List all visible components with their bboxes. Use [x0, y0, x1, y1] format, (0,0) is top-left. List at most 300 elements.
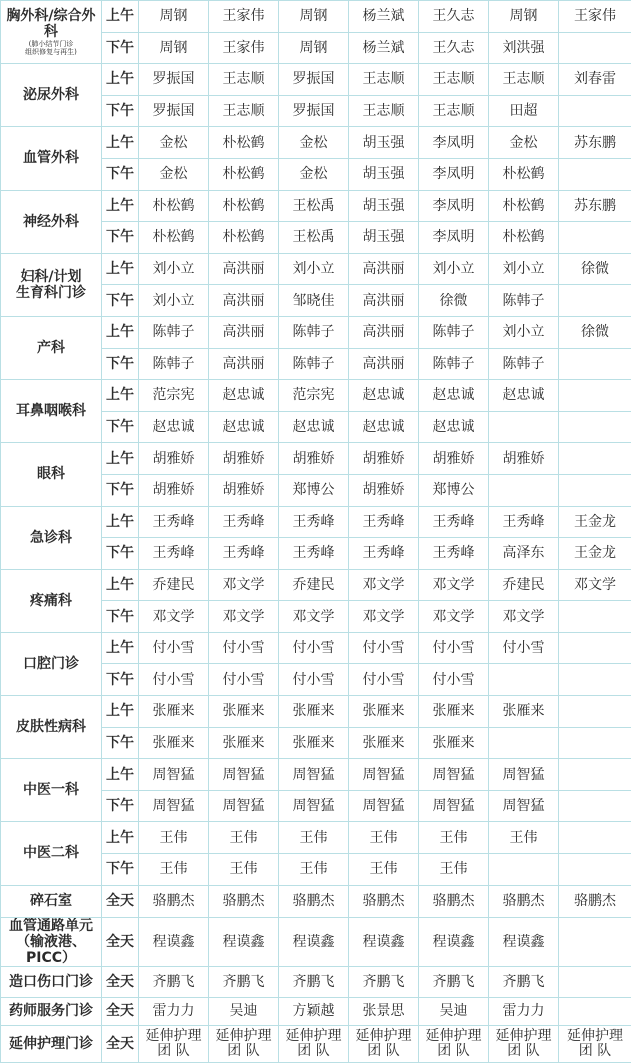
doctor-cell: [559, 443, 631, 475]
department-label: 胸外科/综合外科: [6, 8, 95, 40]
department-label: 皮肤性病科: [16, 719, 86, 735]
table-row: [1, 966, 631, 997]
doctor-cell: 付小雪: [419, 664, 489, 696]
doctor-cell: 吴迪: [419, 997, 489, 1025]
doctor-cell: [559, 632, 631, 664]
doctor-cell: 王家伟: [209, 1, 279, 33]
doctor-cell: 陈韩子: [419, 316, 489, 348]
table-row: [1, 696, 631, 728]
doctor-cell: 杨兰斌: [349, 1, 419, 33]
doctor-cell: 周智猛: [349, 790, 419, 822]
table-row: [1, 253, 631, 285]
table-row: [1, 885, 631, 917]
period-label: 上午: [102, 316, 139, 348]
department-label: 血管外科: [23, 150, 79, 166]
doctor-cell: [559, 966, 631, 997]
table-row: [1, 316, 631, 348]
doctor-cell: 刘春雷: [559, 64, 631, 96]
doctor-cell: 王志顺: [209, 95, 279, 127]
doctor-cell: 王秀峰: [349, 506, 419, 538]
doctor-cell: 朴松鹤: [209, 190, 279, 222]
doctor-cell: [489, 474, 559, 506]
department-name: [1, 506, 102, 569]
doctor-cell: 张雁来: [139, 696, 209, 728]
doctor-cell: 范宗宪: [279, 380, 349, 412]
doctor-cell: 田超: [489, 95, 559, 127]
doctor-cell: 王秀峰: [419, 538, 489, 570]
doctor-cell: 雷力力: [489, 997, 559, 1025]
period-label: 上午: [102, 632, 139, 664]
doctor-cell: 邓文学: [139, 601, 209, 633]
department-name: [1, 822, 102, 885]
department-name: [1, 632, 102, 695]
doctor-cell: 陈韩子: [489, 348, 559, 380]
doctor-cell: 朴松鹤: [209, 158, 279, 190]
doctor-cell: 骆鹏杰: [349, 885, 419, 917]
department-label: 产科: [37, 340, 65, 356]
doctor-cell: 延伸护理 团 队: [559, 1025, 631, 1062]
doctor-cell: 李凤明: [419, 127, 489, 159]
doctor-cell: 王金龙: [559, 538, 631, 570]
doctor-cell: 杨兰斌: [349, 32, 419, 64]
doctor-cell: 胡雅娇: [139, 443, 209, 475]
period-label: 全天: [102, 917, 139, 966]
period-label: 下午: [102, 474, 139, 506]
doctor-cell: 周钢: [279, 32, 349, 64]
department-name: [1, 380, 102, 443]
doctor-cell: 张雁来: [139, 727, 209, 759]
doctor-cell: 罗振国: [279, 95, 349, 127]
doctor-cell: 刘小立: [279, 253, 349, 285]
doctor-cell: 朴松鹤: [489, 190, 559, 222]
schedule-body: [1, 1, 631, 1063]
doctor-cell: 张景思: [349, 997, 419, 1025]
period-label: 上午: [102, 64, 139, 96]
department-label: 急诊科: [30, 530, 72, 546]
doctor-cell: 王秀峰: [139, 506, 209, 538]
doctor-cell: 邓文学: [209, 601, 279, 633]
doctor-cell: 张雁来: [209, 696, 279, 728]
doctor-cell: 赵忠诚: [349, 380, 419, 412]
table-row: [1, 997, 631, 1025]
doctor-cell: 齐鹏飞: [419, 966, 489, 997]
period-label: 上午: [102, 380, 139, 412]
doctor-cell: 王家伟: [559, 1, 631, 33]
doctor-cell: 程谟鑫: [419, 917, 489, 966]
doctor-cell: 张雁来: [279, 727, 349, 759]
doctor-cell: 高洪丽: [209, 253, 279, 285]
department-label: 口腔门诊: [23, 656, 79, 672]
period-label: 上午: [102, 1, 139, 33]
period-label: 下午: [102, 348, 139, 380]
doctor-cell: 李凤明: [419, 190, 489, 222]
doctor-cell: 陈韩子: [139, 316, 209, 348]
doctor-cell: 骆鹏杰: [559, 885, 631, 917]
doctor-cell: 王伟: [279, 822, 349, 854]
doctor-cell: [559, 474, 631, 506]
doctor-cell: 周智猛: [209, 759, 279, 791]
doctor-cell: 徐微: [559, 316, 631, 348]
doctor-cell: 胡雅娇: [279, 443, 349, 475]
department-label: 碎石室: [30, 893, 72, 909]
doctor-cell: 赵忠诚: [419, 380, 489, 412]
department-name: [1, 885, 102, 917]
doctor-cell: 邓文学: [209, 569, 279, 601]
doctor-cell: [489, 411, 559, 443]
doctor-cell: [559, 727, 631, 759]
doctor-cell: 付小雪: [419, 632, 489, 664]
doctor-cell: 胡雅娇: [419, 443, 489, 475]
doctor-cell: [559, 790, 631, 822]
period-label: 全天: [102, 1025, 139, 1062]
doctor-cell: [559, 348, 631, 380]
doctor-cell: 朴松鹤: [209, 127, 279, 159]
doctor-cell: 徐微: [559, 253, 631, 285]
doctor-cell: 乔建民: [489, 569, 559, 601]
doctor-cell: 苏东鹏: [559, 127, 631, 159]
doctor-cell: 赵忠诚: [209, 411, 279, 443]
doctor-cell: 金松: [139, 158, 209, 190]
doctor-cell: 骆鹏杰: [279, 885, 349, 917]
department-label: 延伸护理门诊: [9, 1036, 93, 1052]
department-label: 泌尿外科: [23, 87, 79, 103]
department-label: 眼科: [37, 466, 65, 482]
doctor-cell: 周智猛: [279, 790, 349, 822]
doctor-cell: 程谟鑫: [279, 917, 349, 966]
department-name: [1, 966, 102, 997]
period-label: 下午: [102, 727, 139, 759]
doctor-cell: 朴松鹤: [139, 190, 209, 222]
doctor-cell: 赵忠诚: [209, 380, 279, 412]
department-name: [1, 190, 102, 253]
doctor-cell: 王伟: [279, 854, 349, 886]
doctor-cell: 苏东鹏: [559, 190, 631, 222]
table-row: [1, 443, 631, 475]
doctor-cell: 王金龙: [559, 506, 631, 538]
doctor-cell: [559, 32, 631, 64]
doctor-cell: 齐鹏飞: [489, 966, 559, 997]
doctor-cell: 周智猛: [139, 759, 209, 791]
doctor-cell: 王伟: [139, 822, 209, 854]
department-label: 造口伤口门诊: [9, 974, 93, 990]
doctor-cell: 胡玉强: [349, 222, 419, 254]
doctor-cell: 延伸护理 团 队: [419, 1025, 489, 1062]
period-label: 上午: [102, 127, 139, 159]
doctor-cell: 付小雪: [209, 632, 279, 664]
doctor-cell: 骆鹏杰: [419, 885, 489, 917]
doctor-cell: 王伟: [349, 822, 419, 854]
doctor-cell: 王志顺: [349, 64, 419, 96]
table-row: [1, 632, 631, 664]
period-label: 下午: [102, 32, 139, 64]
doctor-cell: 张雁来: [419, 727, 489, 759]
doctor-cell: 高洪丽: [349, 316, 419, 348]
doctor-cell: 王伟: [209, 822, 279, 854]
doctor-cell: 王松禹: [279, 222, 349, 254]
doctor-cell: [559, 95, 631, 127]
department-name: [1, 759, 102, 822]
doctor-cell: 赵忠诚: [419, 411, 489, 443]
period-label: 下午: [102, 854, 139, 886]
doctor-cell: 周钢: [489, 1, 559, 33]
doctor-cell: [559, 917, 631, 966]
doctor-cell: 胡雅娇: [349, 443, 419, 475]
doctor-cell: 延伸护理 团 队: [349, 1025, 419, 1062]
doctor-cell: 付小雪: [209, 664, 279, 696]
doctor-cell: 齐鹏飞: [279, 966, 349, 997]
doctor-cell: 邓文学: [419, 569, 489, 601]
doctor-cell: 周智猛: [279, 759, 349, 791]
doctor-cell: 程谟鑫: [349, 917, 419, 966]
department-note: (肺小结节门诊 组织修复与再生): [1, 40, 101, 57]
doctor-cell: 李凤明: [419, 222, 489, 254]
department-name: [1, 316, 102, 379]
doctor-cell: [559, 601, 631, 633]
doctor-cell: 周智猛: [489, 759, 559, 791]
department-label: 药师服务门诊: [9, 1003, 93, 1019]
doctor-cell: 齐鹏飞: [349, 966, 419, 997]
period-label: 下午: [102, 158, 139, 190]
doctor-cell: 胡雅娇: [209, 474, 279, 506]
doctor-cell: 刘小立: [489, 316, 559, 348]
doctor-cell: 张雁来: [489, 696, 559, 728]
doctor-cell: 范宗宪: [139, 380, 209, 412]
doctor-cell: 张雁来: [349, 727, 419, 759]
period-label: 上午: [102, 759, 139, 791]
doctor-cell: 胡雅娇: [489, 443, 559, 475]
doctor-cell: 周钢: [139, 1, 209, 33]
doctor-cell: 李凤明: [419, 158, 489, 190]
doctor-cell: 周智猛: [419, 790, 489, 822]
doctor-cell: 刘小立: [489, 253, 559, 285]
doctor-cell: 赵忠诚: [349, 411, 419, 443]
doctor-cell: 王志顺: [489, 64, 559, 96]
doctor-cell: 金松: [489, 127, 559, 159]
department-name: [1, 127, 102, 190]
table-row: [1, 1025, 631, 1062]
doctor-cell: 张雁来: [349, 696, 419, 728]
doctor-cell: 王秀峰: [209, 538, 279, 570]
department-label: 疼痛科: [30, 593, 72, 609]
department-name: [1, 64, 102, 127]
period-label: 上午: [102, 569, 139, 601]
doctor-cell: 高洪丽: [209, 316, 279, 348]
doctor-cell: 骆鹏杰: [489, 885, 559, 917]
period-label: 下午: [102, 538, 139, 570]
table-row: [1, 822, 631, 854]
doctor-cell: 高洪丽: [349, 348, 419, 380]
department-name: [1, 696, 102, 759]
doctor-cell: [559, 411, 631, 443]
doctor-cell: 罗振国: [279, 64, 349, 96]
doctor-cell: 陈韩子: [279, 348, 349, 380]
doctor-cell: 高洪丽: [209, 348, 279, 380]
doctor-cell: 金松: [139, 127, 209, 159]
doctor-cell: 赵忠诚: [139, 411, 209, 443]
department-name: [1, 569, 102, 632]
doctor-cell: 程谟鑫: [139, 917, 209, 966]
doctor-cell: 周智猛: [419, 759, 489, 791]
doctor-cell: 王伟: [209, 854, 279, 886]
doctor-cell: 王秀峰: [279, 538, 349, 570]
table-row: [1, 917, 631, 966]
doctor-cell: 王伟: [419, 822, 489, 854]
doctor-cell: 周钢: [139, 32, 209, 64]
table-row: [1, 127, 631, 159]
doctor-cell: [489, 854, 559, 886]
doctor-cell: 王久志: [419, 32, 489, 64]
period-label: 上午: [102, 696, 139, 728]
department-label: 耳鼻咽喉科: [16, 403, 86, 419]
doctor-cell: 周智猛: [139, 790, 209, 822]
doctor-cell: 朴松鹤: [489, 222, 559, 254]
doctor-cell: 高洪丽: [349, 253, 419, 285]
period-label: 下午: [102, 790, 139, 822]
doctor-cell: [559, 222, 631, 254]
doctor-cell: [559, 997, 631, 1025]
period-label: 下午: [102, 222, 139, 254]
department-name: [1, 997, 102, 1025]
doctor-cell: 乔建民: [139, 569, 209, 601]
period-label: 下午: [102, 601, 139, 633]
doctor-cell: 胡玉强: [349, 158, 419, 190]
doctor-cell: 付小雪: [489, 632, 559, 664]
doctor-cell: 程谟鑫: [489, 917, 559, 966]
doctor-cell: [559, 158, 631, 190]
doctor-cell: 雷力力: [139, 997, 209, 1025]
doctor-cell: 王秀峰: [489, 506, 559, 538]
period-label: 全天: [102, 966, 139, 997]
table-row: [1, 1, 631, 33]
period-label: 上午: [102, 190, 139, 222]
doctor-cell: 乔建民: [279, 569, 349, 601]
doctor-cell: 延伸护理 团 队: [279, 1025, 349, 1062]
department-label: 中医二科: [23, 845, 79, 861]
department-label: 神经外科: [23, 214, 79, 230]
doctor-cell: 胡雅娇: [139, 474, 209, 506]
doctor-cell: [489, 727, 559, 759]
doctor-cell: 邓文学: [419, 601, 489, 633]
doctor-cell: 王秀峰: [349, 538, 419, 570]
doctor-cell: 骆鹏杰: [139, 885, 209, 917]
doctor-cell: 付小雪: [349, 664, 419, 696]
doctor-cell: 陈韩子: [419, 348, 489, 380]
doctor-cell: 周智猛: [489, 790, 559, 822]
doctor-cell: 付小雪: [139, 664, 209, 696]
doctor-cell: 王志顺: [209, 64, 279, 96]
doctor-cell: 刘小立: [139, 285, 209, 317]
doctor-cell: 罗振国: [139, 64, 209, 96]
period-label: 上午: [102, 822, 139, 854]
doctor-cell: 王伟: [139, 854, 209, 886]
doctor-cell: 齐鹏飞: [209, 966, 279, 997]
doctor-cell: 吴迪: [209, 997, 279, 1025]
department-label: 妇科/计划 生育科门诊: [16, 269, 86, 301]
doctor-cell: 延伸护理 团 队: [209, 1025, 279, 1062]
department-name: [1, 443, 102, 506]
doctor-cell: 邓文学: [349, 569, 419, 601]
period-label: 全天: [102, 997, 139, 1025]
doctor-cell: 邓文学: [559, 569, 631, 601]
doctor-cell: 王志顺: [349, 95, 419, 127]
doctor-cell: 张雁来: [209, 727, 279, 759]
doctor-cell: 徐微: [419, 285, 489, 317]
period-label: 下午: [102, 664, 139, 696]
doctor-cell: 朴松鹤: [489, 158, 559, 190]
doctor-cell: 胡玉强: [349, 127, 419, 159]
doctor-cell: 延伸护理 团 队: [489, 1025, 559, 1062]
doctor-cell: 高泽东: [489, 538, 559, 570]
doctor-cell: 邓文学: [279, 601, 349, 633]
doctor-cell: 王伟: [489, 822, 559, 854]
doctor-cell: [559, 380, 631, 412]
doctor-cell: 王伟: [419, 854, 489, 886]
doctor-cell: 王秀峰: [279, 506, 349, 538]
doctor-cell: 方颖越: [279, 997, 349, 1025]
doctor-cell: 王志顺: [419, 64, 489, 96]
table-row: [1, 190, 631, 222]
doctor-cell: [559, 759, 631, 791]
doctor-cell: 周智猛: [349, 759, 419, 791]
doctor-cell: 程谟鑫: [209, 917, 279, 966]
doctor-cell: 张雁来: [419, 696, 489, 728]
doctor-cell: 刘小立: [139, 253, 209, 285]
doctor-cell: 郑博公: [279, 474, 349, 506]
doctor-cell: 骆鹏杰: [209, 885, 279, 917]
period-label: 上午: [102, 443, 139, 475]
doctor-cell: [559, 696, 631, 728]
doctor-cell: [559, 285, 631, 317]
doctor-cell: 王久志: [419, 1, 489, 33]
doctor-cell: 付小雪: [279, 664, 349, 696]
doctor-cell: [489, 664, 559, 696]
doctor-cell: 朴松鹤: [209, 222, 279, 254]
table-row: [1, 506, 631, 538]
doctor-cell: 延伸护理 团 队: [139, 1025, 209, 1062]
doctor-cell: 付小雪: [279, 632, 349, 664]
doctor-cell: [559, 854, 631, 886]
doctor-cell: 胡雅娇: [349, 474, 419, 506]
doctor-cell: 胡玉强: [349, 190, 419, 222]
doctor-cell: [559, 664, 631, 696]
doctor-cell: 邓文学: [349, 601, 419, 633]
doctor-cell: 刘小立: [419, 253, 489, 285]
doctor-cell: 赵忠诚: [489, 380, 559, 412]
table-row: [1, 759, 631, 791]
department-label: 中医一科: [23, 782, 79, 798]
table-row: [1, 569, 631, 601]
doctor-cell: 付小雪: [139, 632, 209, 664]
department-name: [1, 253, 102, 316]
doctor-cell: 王伟: [349, 854, 419, 886]
doctor-cell: 高洪丽: [209, 285, 279, 317]
doctor-cell: 王松禹: [279, 190, 349, 222]
period-label: 上午: [102, 506, 139, 538]
doctor-cell: 付小雪: [349, 632, 419, 664]
doctor-cell: 邓文学: [489, 601, 559, 633]
doctor-cell: 罗振国: [139, 95, 209, 127]
department-name: [1, 1, 102, 64]
doctor-cell: 胡雅娇: [209, 443, 279, 475]
doctor-cell: 张雁来: [279, 696, 349, 728]
doctor-cell: 郑博公: [419, 474, 489, 506]
table-row: [1, 64, 631, 96]
doctor-cell: 齐鹏飞: [139, 966, 209, 997]
department-name: [1, 917, 102, 966]
doctor-cell: 赵忠诚: [279, 411, 349, 443]
doctor-cell: 王秀峰: [139, 538, 209, 570]
period-label: 上午: [102, 253, 139, 285]
